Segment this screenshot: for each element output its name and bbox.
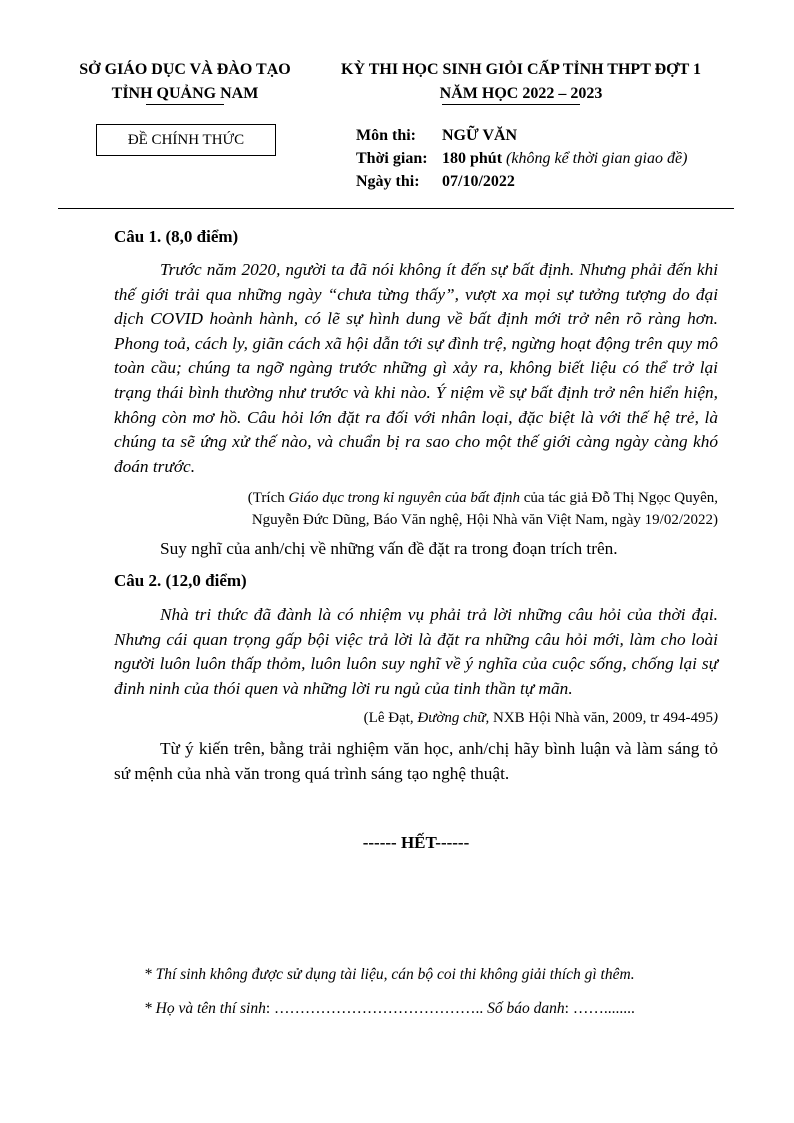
subject-value: NGỮ VĂN bbox=[442, 127, 518, 144]
question-2-heading: Câu 2. (12,0 điểm) bbox=[114, 571, 247, 590]
question-1-heading: Câu 1. (8,0 điểm) bbox=[114, 227, 239, 246]
time-value: 180 phút bbox=[442, 150, 503, 167]
department-line-1: SỞ GIÁO DỤC VÀ ĐÀO TẠO bbox=[79, 61, 291, 78]
time-note: (không kể thời gian giao đề) bbox=[506, 150, 688, 167]
date-label: Ngày thi: bbox=[356, 173, 420, 190]
question-2-citation: (Lê Đạt, Đường chữ, NXB Hội Nhà văn, 2009, tr 494-495) bbox=[363, 710, 718, 726]
exam-title-underline bbox=[442, 104, 580, 105]
question-2-passage: Nhà tri thức đã đành là có nhiệm vụ phải trả lời những câu hỏi của thời đại. Nhưng cái quan trọng gấp bội việc trả lời là đặt ra những câu hỏi mới, làm cho loài người luôn luôn thấp thỏm, luôn luôn suy nghĩ về ý nghĩa của cuộc sống, chống lại sự đinh ninh của thói quen và những lời ru ngủ của tinh thần tự mãn. bbox=[114, 605, 718, 698]
question-1-citation bbox=[114, 487, 718, 531]
candidate-name-field: : ………………………………….. bbox=[265, 1000, 488, 1017]
exam-title-line-2: NĂM HỌC 2022 – 2023 bbox=[439, 85, 603, 102]
exam-info bbox=[356, 124, 687, 193]
official-exam-label: ĐỀ CHÍNH THỨC bbox=[127, 132, 245, 148]
date-value: 07/10/2022 bbox=[442, 173, 515, 190]
candidate-id-label: Số báo danh bbox=[487, 1000, 565, 1017]
department-line-2: TỈNH QUẢNG NAM bbox=[111, 85, 259, 102]
time-row bbox=[356, 147, 687, 170]
header-separator bbox=[58, 208, 734, 209]
official-exam-box bbox=[96, 124, 276, 156]
question-1-prompt: Suy nghĩ của anh/chị về những vấn đề đặt ra trong đoạn trích trên. bbox=[160, 539, 618, 558]
question-1-citation-line-2: Nguyễn Đức Dũng, Báo Văn nghệ, Hội Nhà văn Việt Nam, ngày 19/02/2022) bbox=[251, 512, 718, 528]
exam-title bbox=[316, 58, 726, 106]
time-label: Thời gian: bbox=[356, 150, 428, 167]
exam-title-line-1: KỲ THI HỌC SINH GIỎI CẤP TỈNH THPT ĐỢT 1 bbox=[341, 61, 701, 78]
department-underline bbox=[146, 104, 224, 105]
question-1-citation-line-1: (Trích Giáo dục trong kỉ nguyên của bất định của tác giả Đỗ Thị Ngọc Quyên, bbox=[247, 490, 718, 506]
candidate-info-line bbox=[144, 1000, 635, 1018]
candidate-id-field: : ……........ bbox=[564, 1000, 635, 1017]
department-name bbox=[60, 58, 310, 106]
subject-row bbox=[356, 124, 687, 147]
footer-note: * Thí sinh không được sử dụng tài liệu, cán bộ coi thi không giải thích gì thêm. bbox=[144, 966, 635, 983]
question-1-passage: Trước năm 2020, người ta đã nói không ít đến sự bất định. Nhưng phải đến khi thế giới trải qua những ngày “chưa từng thấy”, vượt xa mọi sự tưởng tượng do đại dịch COVID hoành hành, có lẽ sự hình dung về bất định mới trở nên rõ ràng hơn. Phong toả, cách ly, giãn cách xã hội dẫn tới sự đình trệ, ngừng hoạt động trên quy mô toàn cầu; chúng ta ngỡ ngàng trước những gì xảy ra, không biết liệu có thể trở lại trạng thái bình thường như trước và khi nào. Ý niệm về sự bất định trở nên hiển hiện, không còn mơ hồ. Câu hỏi lớn đặt ra đối với nhân loại, đặc biệt là với thế hệ trẻ, là chúng ta sẽ ứng xử thế nào, và chuẩn bị ra sao cho một thế giới càng ngày càng khó đoán trước. bbox=[114, 260, 718, 476]
date-row bbox=[356, 170, 687, 193]
subject-label: Môn thi: bbox=[356, 127, 416, 144]
end-mark: ------ HẾT------ bbox=[362, 833, 470, 852]
candidate-name-label: * Họ và tên thí sinh bbox=[144, 1000, 266, 1017]
question-2-prompt: Từ ý kiến trên, bằng trải nghiệm văn học, anh/chị hãy bình luận và làm sáng tỏ sứ mệnh của nhà văn trong quá trình sáng tạo nghệ thuật. bbox=[114, 739, 718, 783]
